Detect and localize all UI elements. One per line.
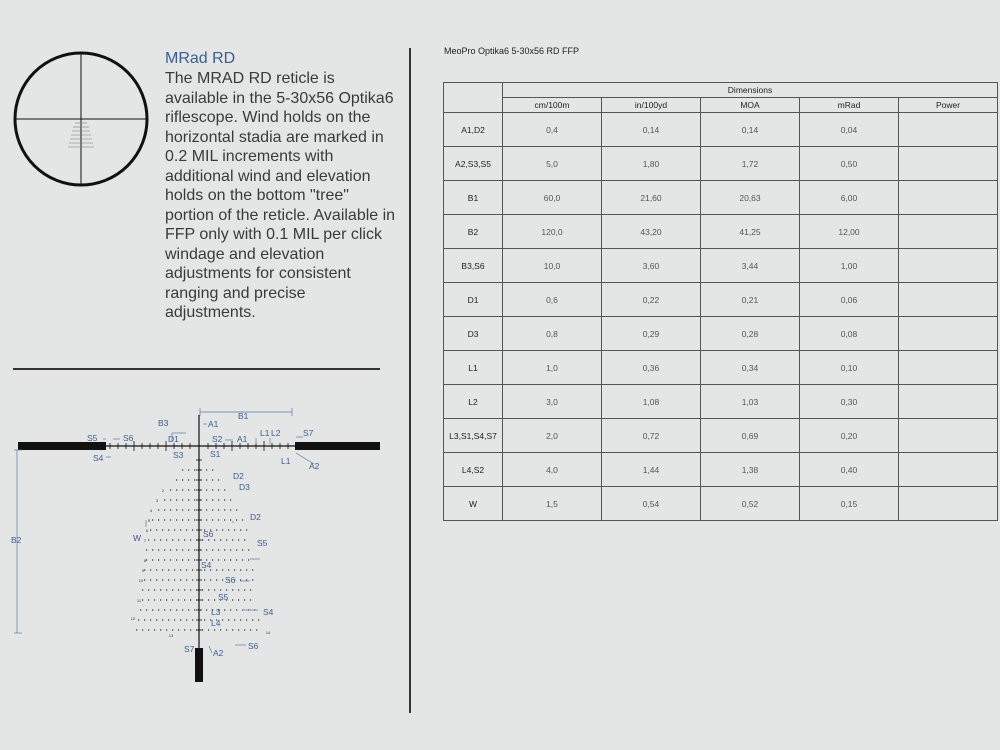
column-header: cm/100m xyxy=(503,98,602,113)
horizontal-divider xyxy=(13,368,380,370)
label-d1: D1 xyxy=(168,434,179,444)
label-s1: S1 xyxy=(210,449,221,459)
table-cell-cm: 3,0 xyxy=(503,385,602,419)
label-d3: D3 xyxy=(239,482,250,492)
tree-number: 10 xyxy=(138,578,144,583)
vertical-divider xyxy=(409,48,411,713)
table-cell-mrad: 12,00 xyxy=(800,215,899,249)
dimensions-table xyxy=(443,82,998,521)
tree-number: 12 xyxy=(130,616,136,621)
label-s4-tree: S4 xyxy=(201,560,212,570)
tree-number: 2 xyxy=(161,488,165,493)
table-cell-mrad: 0,20 xyxy=(800,419,899,453)
label-b1: B1 xyxy=(238,411,249,421)
tree-number: 14 xyxy=(265,630,271,635)
tree-number: 3 xyxy=(155,498,159,503)
left-post xyxy=(18,442,106,450)
table-cell-power xyxy=(899,351,998,385)
table-body xyxy=(444,113,998,521)
table-cell-power xyxy=(899,249,998,283)
table-cell-mrad: 0,08 xyxy=(800,317,899,351)
label-s5-left: S5 xyxy=(87,433,98,443)
table-cell-moa: 0,21 xyxy=(701,283,800,317)
table-cell-moa: 0,52 xyxy=(701,487,800,521)
label-w: W xyxy=(133,533,142,543)
row-label-cell: B3,S6 xyxy=(444,249,503,283)
table-cell-power xyxy=(899,113,998,147)
right-post xyxy=(295,442,380,450)
table-cell-power xyxy=(899,147,998,181)
table-cell-in: 0,54 xyxy=(602,487,701,521)
table-cell-moa: 0,14 xyxy=(701,113,800,147)
table-cell-in: 1,08 xyxy=(602,385,701,419)
table-cell-power xyxy=(899,419,998,453)
tree-number: 9 xyxy=(141,568,145,573)
label-s4-right: S4 xyxy=(263,607,274,617)
table-row xyxy=(444,113,998,147)
table-cell-power xyxy=(899,215,998,249)
table-cell-power xyxy=(899,385,998,419)
table-cell-moa: 1,72 xyxy=(701,147,800,181)
table-cell-moa: 20,63 xyxy=(701,181,800,215)
bottom-post xyxy=(195,648,203,682)
row-label-cell: A1,D2 xyxy=(444,113,503,147)
label-s6-bottom: S6 xyxy=(248,641,259,651)
label-s7-top: S7 xyxy=(303,428,314,438)
table-cell-mrad: 0,15 xyxy=(800,487,899,521)
table-row xyxy=(444,419,998,453)
table-cell-power xyxy=(899,453,998,487)
table-cell-mrad: 0,40 xyxy=(800,453,899,487)
table-cell-cm: 1,5 xyxy=(503,487,602,521)
row-label-cell: L4,S2 xyxy=(444,453,503,487)
table-cell-in: 0,14 xyxy=(602,113,701,147)
reticle-title: MRad RD xyxy=(165,50,236,67)
label-s6-tree: S6 xyxy=(203,529,214,539)
tree-number: 8 xyxy=(143,558,147,563)
label-a2-bottom: A2 xyxy=(213,648,224,658)
table-row xyxy=(444,385,998,419)
table-cell-in: 21,60 xyxy=(602,181,701,215)
reticle-description: The MRAD RD reticle is available in the 5-30x56 Optika6 riflescope. Wind holds on the horizontal stadia are marked in 0.2 MIL increments with additional wind and elevation holds on the bottom "tree" portion of the reticle. Available in FFP only with 0.1 MIL per click windage and elevation adjustments for consistent ranging and precise adjustments. xyxy=(165,70,396,321)
table-cell-in: 1,44 xyxy=(602,453,701,487)
label-s5-right: S5 xyxy=(257,538,268,548)
label-s2: S2 xyxy=(212,434,223,444)
table-row xyxy=(444,351,998,385)
tree-number: 13 xyxy=(168,633,174,638)
table-cell-moa: 0,34 xyxy=(701,351,800,385)
tree-number: 7 xyxy=(143,538,147,543)
row-label-cell: A2,S3,S5 xyxy=(444,147,503,181)
table-cell-in: 0,72 xyxy=(602,419,701,453)
label-s6-left: S6 xyxy=(123,433,134,443)
table-cell-cm: 2,0 xyxy=(503,419,602,453)
table-cell-in: 0,22 xyxy=(602,283,701,317)
label-b3: B3 xyxy=(158,418,169,428)
row-label-cell: D3 xyxy=(444,317,503,351)
tree-number: 11 xyxy=(136,598,142,603)
table-cell-mrad: 0,04 xyxy=(800,113,899,147)
table-cell-mrad: 0,10 xyxy=(800,351,899,385)
column-header: mRad xyxy=(800,98,899,113)
table-row xyxy=(444,317,998,351)
table-cell-cm: 10,0 xyxy=(503,249,602,283)
table-cell-cm: 4,0 xyxy=(503,453,602,487)
table-cell-in: 1,80 xyxy=(602,147,701,181)
table-cell-cm: 120,0 xyxy=(503,215,602,249)
dimensions-header: Dimensions xyxy=(503,83,998,98)
table-row xyxy=(444,249,998,283)
table-cell-in: 43,20 xyxy=(602,215,701,249)
table-row xyxy=(444,147,998,181)
table-cell-power xyxy=(899,283,998,317)
label-s4-left: S4 xyxy=(93,453,104,463)
label-a1-top: A1 xyxy=(208,419,219,429)
table-cell-moa: 1,38 xyxy=(701,453,800,487)
table-cell-moa: 41,25 xyxy=(701,215,800,249)
table-cell-moa: 3,44 xyxy=(701,249,800,283)
label-l4: L4 xyxy=(211,618,221,628)
table-cell-mrad: 6,00 xyxy=(800,181,899,215)
table-cell-cm: 0,4 xyxy=(503,113,602,147)
column-header: MOA xyxy=(701,98,800,113)
tree-number: 5 xyxy=(147,518,151,523)
row-label-cell: B1 xyxy=(444,181,503,215)
table-row xyxy=(444,215,998,249)
table-cell-mrad: 0,06 xyxy=(800,283,899,317)
table-cell-mrad: 0,50 xyxy=(800,147,899,181)
label-a1-right: A1 xyxy=(237,434,248,444)
row-label-cell: W xyxy=(444,487,503,521)
label-s5-mid: S5 xyxy=(218,592,229,602)
row-label-cell: L2 xyxy=(444,385,503,419)
table-cell-mrad: 1,00 xyxy=(800,249,899,283)
label-l3: L3 xyxy=(211,607,221,617)
row-label-cell: L3,S1,S4,S7 xyxy=(444,419,503,453)
table-cell-cm: 60,0 xyxy=(503,181,602,215)
table-cell-in: 0,36 xyxy=(602,351,701,385)
table-cell-in: 3,60 xyxy=(602,249,701,283)
table-cell-cm: 0,8 xyxy=(503,317,602,351)
table-cell-cm: 1,0 xyxy=(503,351,602,385)
table-row xyxy=(444,283,998,317)
table-cell-power xyxy=(899,317,998,351)
table-row xyxy=(444,453,998,487)
row-label-cell: B2 xyxy=(444,215,503,249)
table-cell-cm: 5,0 xyxy=(503,147,602,181)
label-l1-bottom: L1 xyxy=(281,456,291,466)
table-row xyxy=(444,181,998,215)
table-cell-moa: 0,69 xyxy=(701,419,800,453)
label-l2: L2 xyxy=(271,428,281,438)
reticle-diagram xyxy=(0,405,400,690)
reticle-thumbnail xyxy=(12,50,150,188)
label-b2: B2 xyxy=(11,535,22,545)
column-header: Power xyxy=(899,98,998,113)
table-corner xyxy=(444,83,503,113)
tree-number: 6 xyxy=(145,528,149,533)
column-header: in/100yd xyxy=(602,98,701,113)
label-s6-mid: S6 xyxy=(225,575,236,585)
table-cell-moa: 1,03 xyxy=(701,385,800,419)
label-l1-top: L1 xyxy=(260,428,270,438)
label-d2-top: D2 xyxy=(233,471,244,481)
table-cell-cm: 0,6 xyxy=(503,283,602,317)
table-cell-in: 0,29 xyxy=(602,317,701,351)
label-d2-right: D2 xyxy=(250,512,261,522)
table-cell-power xyxy=(899,487,998,521)
table-cell-mrad: 0,30 xyxy=(800,385,899,419)
tree-number: 4 xyxy=(149,508,153,513)
row-label-cell: L1 xyxy=(444,351,503,385)
label-s7-bottom: S7 xyxy=(184,644,195,654)
table-cell-moa: 0,28 xyxy=(701,317,800,351)
table-cell-power xyxy=(899,181,998,215)
label-a2-right: A2 xyxy=(309,461,320,471)
table-row xyxy=(444,487,998,521)
table-title: MeoPro Optika6 5-30x56 RD FFP xyxy=(444,46,580,56)
row-label-cell: D1 xyxy=(444,283,503,317)
label-s3: S3 xyxy=(173,450,184,460)
